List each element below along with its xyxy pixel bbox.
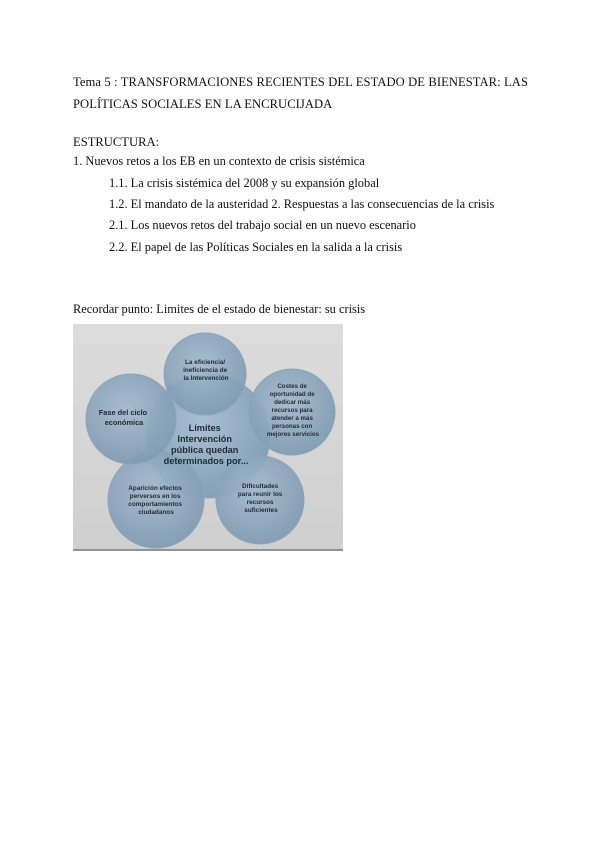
node-left-text: Fase del ciclo económica xyxy=(98,408,148,427)
node-top-circle xyxy=(164,333,246,415)
limits-diagram xyxy=(73,324,343,551)
outline-item-1-1: 1.1. La crisis sistémica del 2008 y su expansión global xyxy=(109,176,380,190)
outline-item-1: 1. Nuevos retos a los EB en un contexto de crisis sistémica xyxy=(73,154,365,168)
node-bottom-left-text: Aparición efectos perversos en los comportamientos ciudadanos xyxy=(128,485,182,516)
node-bottom-right-text: Dificultades para reunir los recursos suficientes xyxy=(237,483,283,514)
node-right-text: Costes de oportunidad de dedicar más recursos para atender a más personas con mejores servicios xyxy=(266,383,320,438)
outline-item-2-1: 2.1. Los nuevos retos del trabajo social en un nuevo escenario xyxy=(109,218,416,232)
reminder-note: Recordar punto: Limites de el estado de bienestar: su crisis xyxy=(73,302,366,316)
node-top-text: La eficiencia/ ineficiencia de la Intervención xyxy=(183,359,229,382)
structure-label: ESTRUCTURA: xyxy=(73,135,160,149)
center-text: Límites Intervención pública quedan determinados por... xyxy=(163,423,249,466)
node-bottom-left-circle xyxy=(108,452,204,548)
outline-item-1-2: 1.2. El mandato de la austeridad 2. Respuestas a las consecuencias de la crisis xyxy=(109,197,495,211)
outline-item-2-2: 2.2. El papel de las Políticas Sociales en la salida a la crisis xyxy=(109,240,403,254)
document-title: Tema 5 : TRANSFORMACIONES RECIENTES DEL ESTADO DE BIENESTAR: LAS POLÍTICAS SOCIALES EN LA ENCRUCIJADA xyxy=(73,75,528,111)
